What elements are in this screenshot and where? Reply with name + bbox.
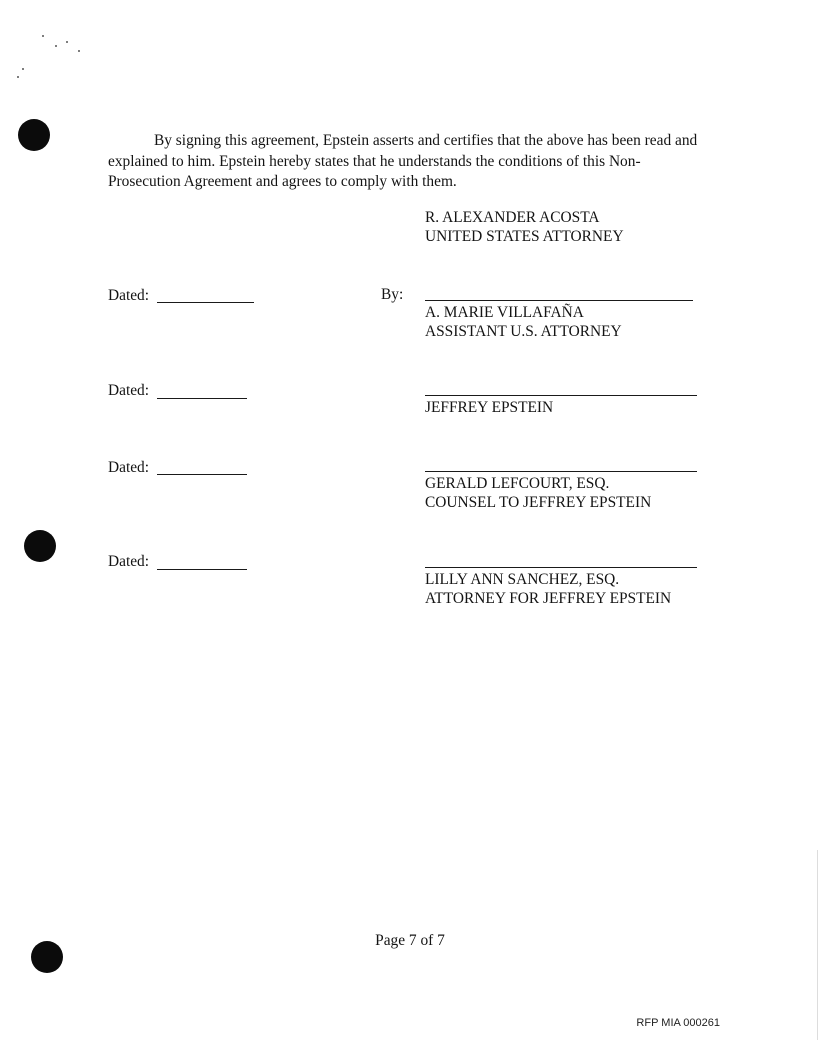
signer-title: ATTORNEY FOR JEFFREY EPSTEIN <box>425 590 672 607</box>
us-attorney-name: R. ALEXANDER ACOSTA <box>425 209 600 226</box>
signature-line <box>425 471 697 472</box>
scan-speck <box>17 76 19 78</box>
scan-speck <box>55 45 57 47</box>
bates-number: RFP MIA 000261 <box>636 1017 720 1029</box>
date-line <box>157 569 247 570</box>
signer-name: A. MARIE VILLAFAÑA <box>425 304 584 321</box>
signer-name: JEFFREY EPSTEIN <box>425 399 554 416</box>
signer-title: ASSISTANT U.S. ATTORNEY <box>425 323 622 340</box>
signer-title: COUNSEL TO JEFFREY EPSTEIN <box>425 494 652 511</box>
signature-line <box>425 300 693 301</box>
dated-label: Dated: <box>108 459 150 476</box>
punch-hole-top <box>18 119 50 151</box>
punch-hole-middle <box>24 530 56 562</box>
dated-label: Dated: <box>108 382 150 399</box>
scan-speck <box>42 35 44 37</box>
signer-name: LILLY ANN SANCHEZ, ESQ. <box>425 571 620 588</box>
us-attorney-title: UNITED STATES ATTORNEY <box>425 228 624 245</box>
date-line <box>157 474 247 475</box>
certification-text: By signing this agreement, Epstein asserts and certifies that the above has been read and explained to him. Epstein hereby states that he understands the conditions of this Non-Prosecution Agreement and agrees to comply with them. <box>108 132 698 190</box>
date-line <box>157 302 254 303</box>
by-label: By: <box>381 286 404 303</box>
scan-speck <box>78 50 80 52</box>
signature-line <box>425 567 697 568</box>
date-line <box>157 398 247 399</box>
dated-label: Dated: <box>108 287 150 304</box>
dated-label: Dated: <box>108 553 150 570</box>
scan-speck <box>22 68 24 70</box>
page-number: Page 7 of 7 <box>375 932 445 949</box>
signer-name: GERALD LEFCOURT, ESQ. <box>425 475 610 492</box>
certification-paragraph <box>108 131 700 193</box>
scan-speck <box>66 41 68 43</box>
signature-line <box>425 395 697 396</box>
